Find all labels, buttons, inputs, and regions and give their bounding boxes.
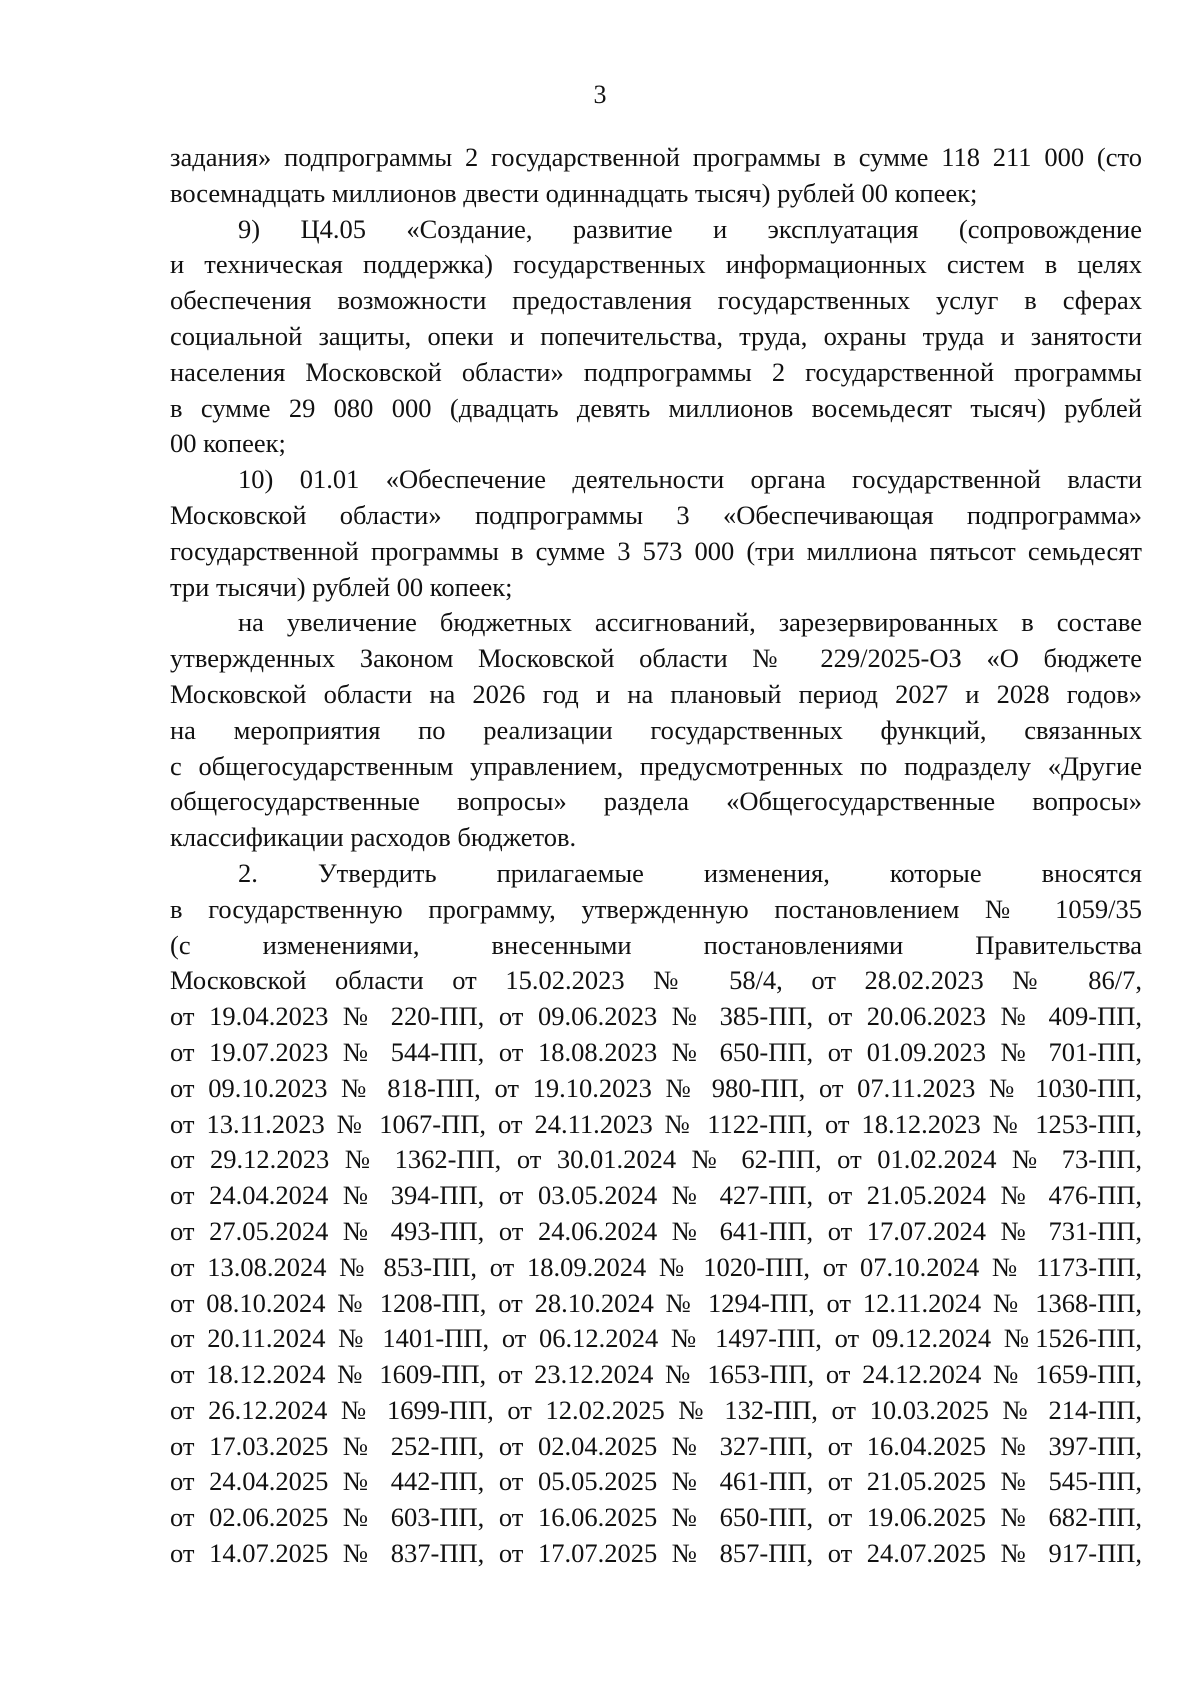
text-line: три тысячи) рублей 00 копеек; [170, 571, 513, 602]
text-line: (с изменениями, внесенными постановлениями Правительства [170, 929, 1142, 960]
page-number: 3 [593, 80, 607, 109]
text-line: классификации расходов бюджетов. [170, 822, 577, 853]
text-line: общегосударственные вопросы» раздела «Общегосударственные вопросы» [170, 786, 1142, 817]
document-body [170, 140, 1142, 1572]
text-line: от 13.11.2023 № 1067-ПП, от 24.11.2023 № 1122-ПП, от 18.12.2023 № 1253-ПП, [170, 1108, 1142, 1139]
text-line: в государственную программу, утвержденную постановлением № 1059/35 [170, 893, 1142, 924]
text-line: от 27.05.2024 № 493-ПП, от 24.06.2024 № 641-ПП, от 17.07.2024 № 731-ПП, [170, 1215, 1142, 1246]
text-line: на мероприятия по реализации государственных функций, связанных [170, 714, 1142, 745]
text-line: от 29.12.2023 № 1362-ПП, от 30.01.2024 № 62-ПП, от 01.02.2024 № 73-ПП, [170, 1144, 1142, 1175]
text-line: от 24.04.2025 № 442-ПП, от 05.05.2025 № 461-ПП, от 21.05.2025 № 545-ПП, [170, 1466, 1142, 1497]
text-line: 9) Ц4.05 «Создание, развитие и эксплуатация (сопровождение [238, 213, 1142, 244]
text-line: от 17.03.2025 № 252-ПП, от 02.04.2025 № 327-ПП, от 16.04.2025 № 397-ПП, [170, 1430, 1142, 1461]
text-line: от 24.04.2024 № 394-ПП, от 03.05.2024 № 427-ПП, от 21.05.2024 № 476-ПП, [170, 1180, 1142, 1211]
text-line: 2. Утвердить прилагаемые изменения, которые вносятся [238, 857, 1142, 888]
text-line: на увеличение бюджетных ассигнований, зарезервированных в составе [238, 607, 1142, 638]
text-line: задания» подпрограммы 2 государственной программы в сумме 118 211 000 (сто [170, 142, 1142, 172]
text-line: 00 копеек; [170, 428, 286, 459]
text-line: социальной защиты, опеки и попечительства, труда, охраны труда и занятости [170, 320, 1142, 351]
text-line: Московской области от 15.02.2023 № 58/4, от 28.02.2023 № 86/7, [170, 965, 1142, 996]
text-line: утвержденных Законом Московской области № 229/2025-ОЗ «О бюджете [170, 643, 1142, 674]
text-line: от 20.11.2024 № 1401-ПП, от 06.12.2024 № 1497-ПП, от 09.12.2024 №1526-ПП, [170, 1323, 1142, 1354]
text-line: населения Московской области» подпрограммы 2 государственной программы [170, 356, 1142, 387]
text-line: от 19.04.2023 № 220-ПП, от 09.06.2023 № 385-ПП, от 20.06.2023 № 409-ПП, [170, 1001, 1142, 1032]
text-line: от 26.12.2024 № 1699-ПП, от 12.02.2025 № 132-ПП, от 10.03.2025 № 214-ПП, [170, 1394, 1142, 1425]
text-line: от 02.06.2025 № 603-ПП, от 16.06.2025 № 650-ПП, от 19.06.2025 № 682-ПП, [170, 1502, 1142, 1533]
text-line: 10) 01.01 «Обеспечение деятельности органа государственной власти [238, 464, 1142, 495]
text-line: и техническая поддержка) государственных информационных систем в целях [170, 249, 1142, 280]
text-line: Московской области» подпрограммы 3 «Обеспечивающая подпрограмма» [170, 499, 1142, 530]
text-line: от 13.08.2024 № 853-ПП, от 18.09.2024 № 1020-ПП, от 07.10.2024 № 1173-ПП, [170, 1251, 1142, 1282]
text-line: от 09.10.2023 № 818-ПП, от 19.10.2023 № 980-ПП, от 07.11.2023 № 1030-ПП, [170, 1072, 1142, 1103]
text-line: с общегосударственным управлением, предусмотренных по подразделу «Другие [170, 750, 1142, 781]
text-line: от 19.07.2023 № 544-ПП, от 18.08.2023 № 650-ПП, от 01.09.2023 № 701-ПП, [170, 1036, 1142, 1067]
text-line: государственной программы в сумме 3 573 000 (три миллиона пятьсот семьдесят [170, 535, 1142, 566]
text-line: от 14.07.2025 № 837-ПП, от 17.07.2025 № 857-ПП, от 24.07.2025 № 917-ПП, [170, 1538, 1142, 1569]
text-line: в сумме 29 080 000 (двадцать девять миллионов восемьдесят тысяч) рублей [170, 392, 1142, 423]
text-line: от 18.12.2024 № 1609-ПП, от 23.12.2024 № 1653-ПП, от 24.12.2024 № 1659-ПП, [170, 1359, 1142, 1390]
text-line: от 08.10.2024 № 1208-ПП, от 28.10.2024 № 1294-ПП, от 12.11.2024 № 1368-ПП, [170, 1287, 1142, 1318]
text-line: обеспечения возможности предоставления государственных услуг в сферах [170, 285, 1142, 316]
text-line: восемнадцать миллионов двести одиннадцать тысяч) рублей 00 копеек; [170, 177, 978, 208]
text-line: Московской области на 2026 год и на плановый период 2027 и 2028 годов» [170, 678, 1142, 709]
